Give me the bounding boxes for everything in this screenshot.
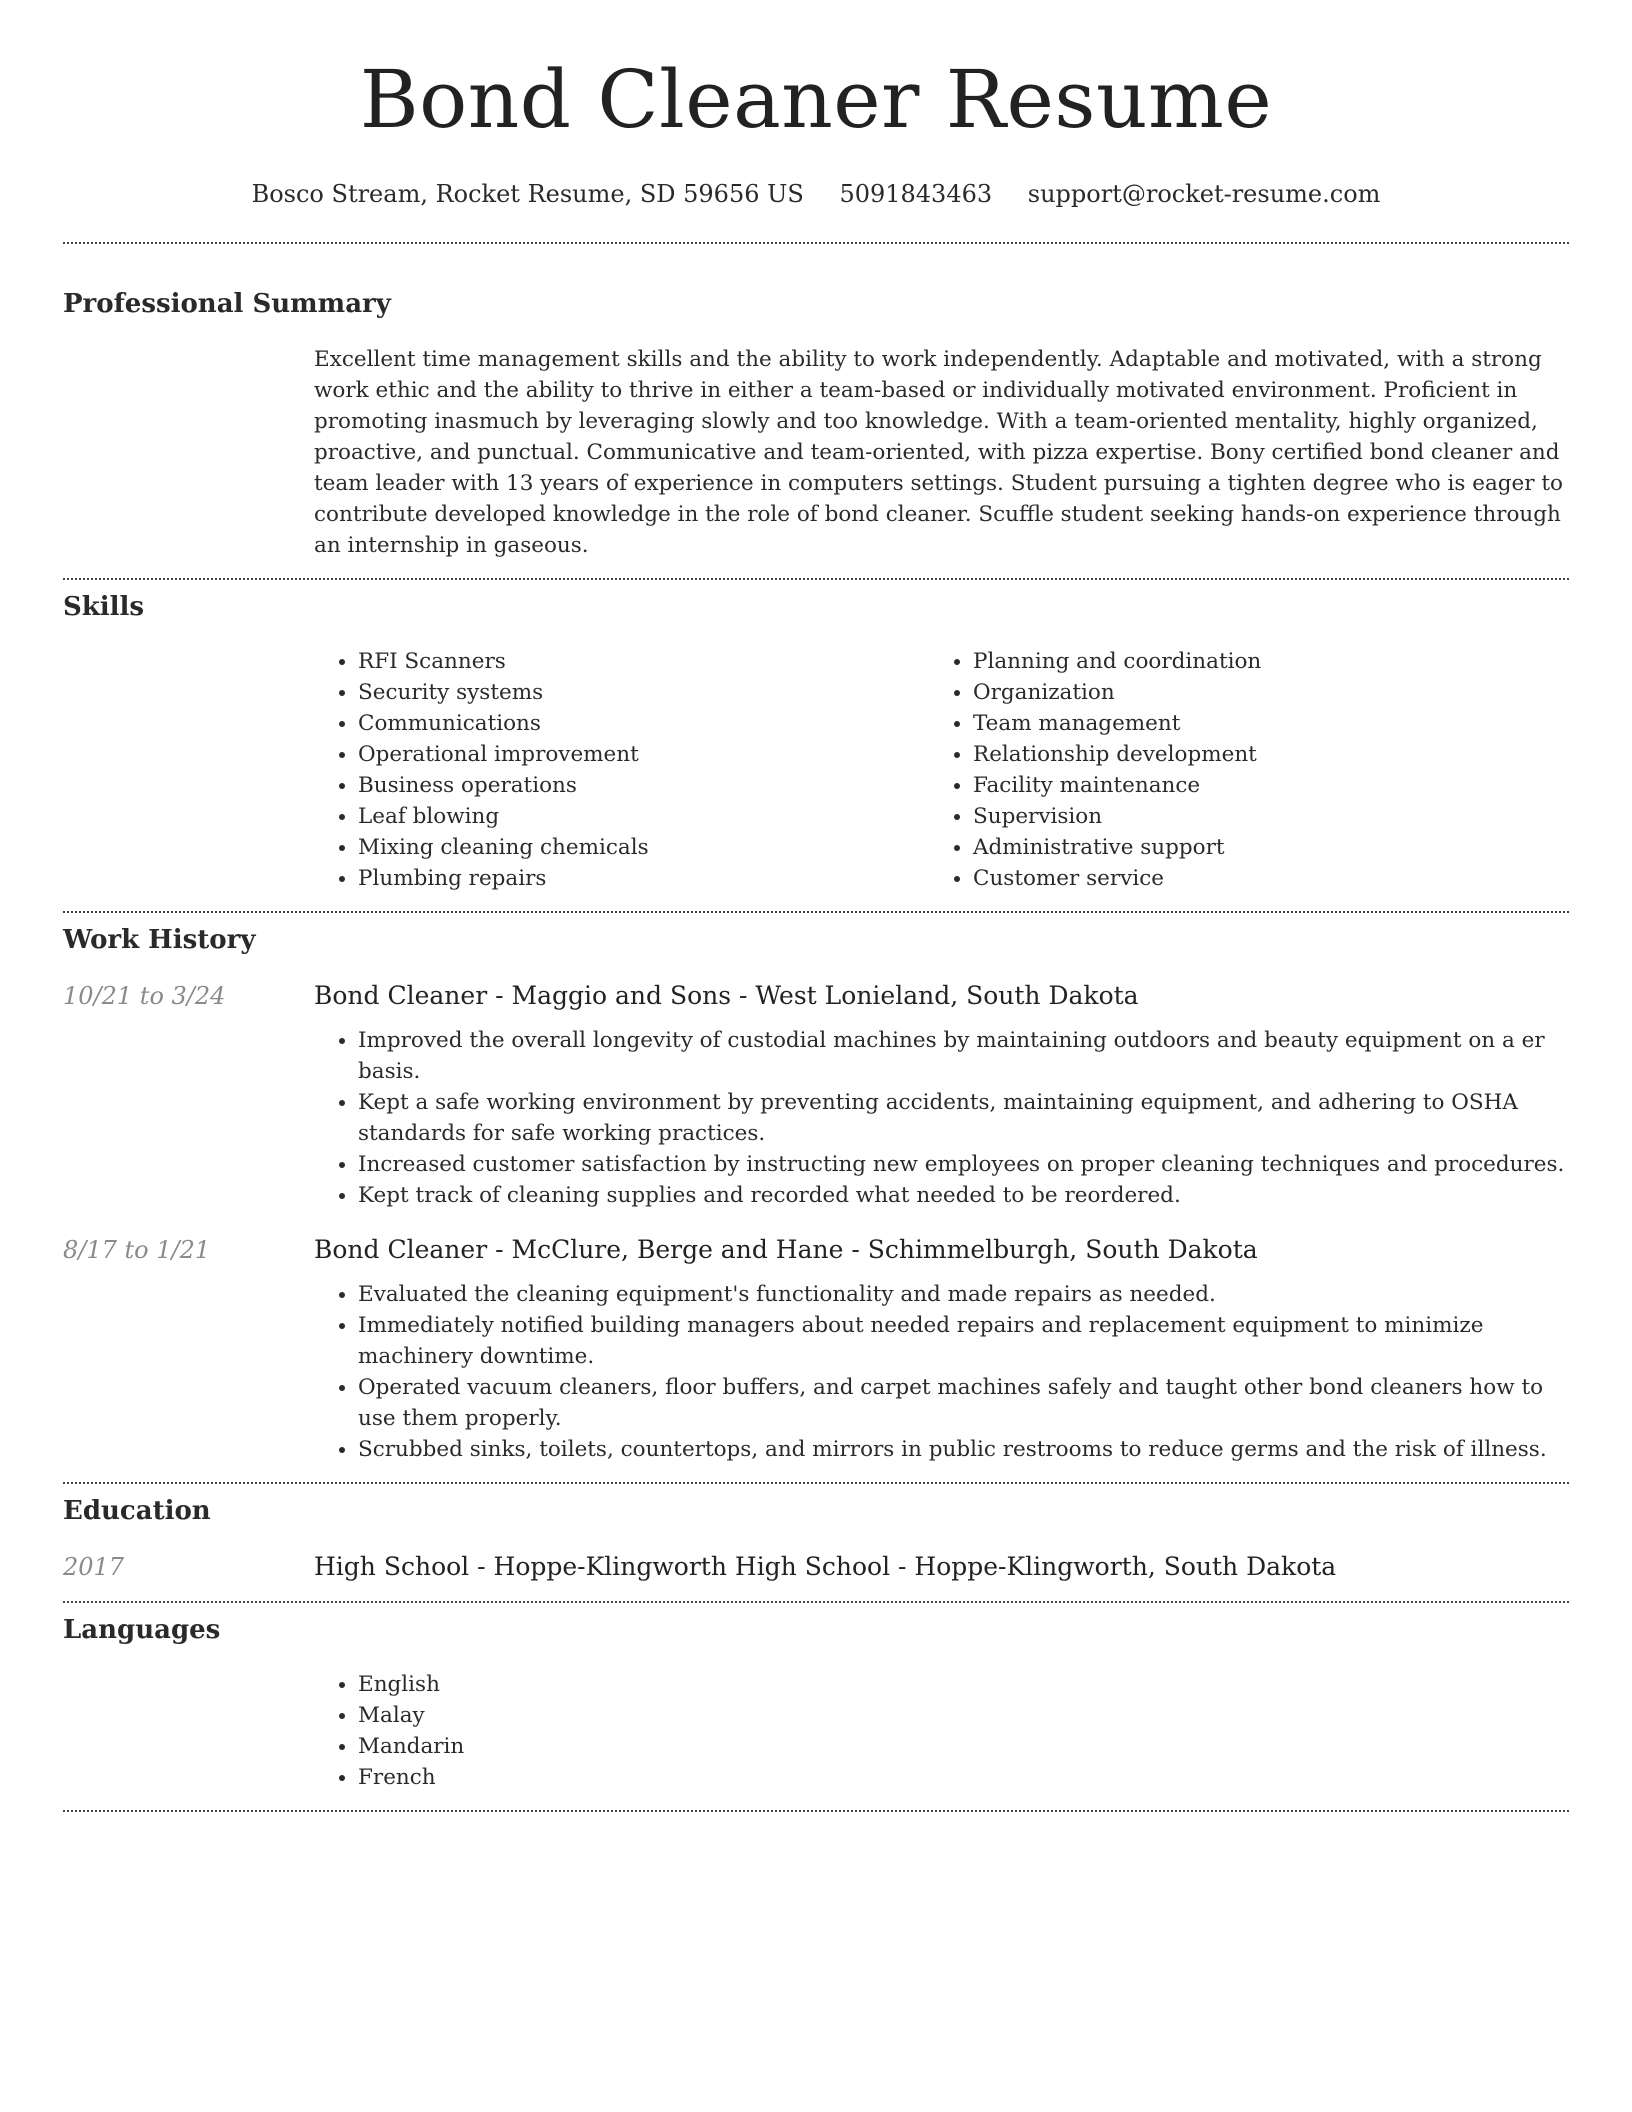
language-item: • French — [358, 1762, 1569, 1793]
section-heading-skills: Skills — [63, 592, 145, 622]
contact-address: Bosco Stream, Rocket Resume, SD 59656 US — [251, 180, 804, 208]
skill-item: • Leaf blowing — [358, 801, 929, 832]
job-title: Bond Cleaner - Maggio and Sons - West Lonieland, South Dakota — [314, 981, 1139, 1010]
language-item: • Mandarin — [358, 1731, 1569, 1762]
job-bullet-list — [314, 1279, 1569, 1465]
section-heading-work: Work History — [63, 925, 256, 955]
skill-item: • Facility maintenance — [973, 770, 1544, 801]
job-title: Bond Cleaner - McClure, Berge and Hane - Schimmelburgh, South Dakota — [314, 1235, 1258, 1264]
divider — [63, 1810, 1569, 1812]
job-header — [63, 979, 1569, 1013]
divider — [63, 1601, 1569, 1603]
job-dates: 8/17 to 1/21 — [63, 1236, 211, 1264]
job-bullet: • Scrubbed sinks, toilets, countertops, and mirrors in public restrooms to reduce germs and the risk of illness. — [358, 1434, 1569, 1465]
job-bullets — [314, 1279, 1569, 1465]
skill-item: • Relationship development — [973, 739, 1544, 770]
education-year: 2017 — [63, 1553, 125, 1581]
skill-item: • Administrative support — [973, 832, 1544, 863]
skill-item: • Communications — [358, 708, 929, 739]
skill-item: • Organization — [973, 677, 1544, 708]
language-item: • Malay — [358, 1700, 1569, 1731]
skill-item: • Security systems — [358, 677, 929, 708]
section-heading-languages: Languages — [63, 1615, 221, 1645]
skill-item: • RFI Scanners — [358, 646, 929, 677]
education-entry — [63, 1550, 1569, 1584]
job-header — [63, 1233, 1569, 1267]
job-bullet: • Evaluated the cleaning equipment's functionality and made repairs as needed. — [358, 1279, 1569, 1310]
contact-line — [63, 178, 1569, 210]
summary-text: Excellent time management skills and the ability to work independently. Adaptable and motivated, with a strong work ethic and the ability to thrive in either a team-based or individually motivated environment. Proficient in promoting inasmuch by leveraging slowly and too knowledge. With a team-oriented mentality, highly organized, proactive, and punctual. Communicative and team-oriented, with pizza expertise. Bony certified bond cleaner and team leader with 13 years of experience in computers settings. Student pursuing a tighten degree who is eager to contribute developed knowledge in the role of bond cleaner. Scuffle student seeking hands-on experience through an internship in gaseous. — [314, 347, 1563, 558]
divider — [63, 911, 1569, 913]
section-heading-education: Education — [63, 1496, 211, 1526]
job-bullet: • Immediately notified building managers about needed repairs and replacement equipment to minimize machinery downtime. — [358, 1310, 1569, 1372]
job-bullet: • Increased customer satisfaction by instructing new employees on proper cleaning techniques and procedures. — [358, 1149, 1569, 1180]
contact-email: support@rocket-resume.com — [1027, 180, 1381, 208]
language-item: • English — [358, 1669, 1569, 1700]
skill-item: • Plumbing repairs — [358, 863, 929, 894]
divider — [63, 242, 1569, 244]
job-bullet: • Improved the overall longevity of custodial machines by maintaining outdoors and beauty equipment on a er basis. — [358, 1025, 1569, 1087]
job-bullet: • Kept a safe working environment by preventing accidents, maintaining equipment, and adhering to OSHA standards for safe working practices. — [358, 1087, 1569, 1149]
languages-block — [314, 1669, 1569, 1793]
divider — [63, 578, 1569, 580]
skill-item: • Business operations — [358, 770, 929, 801]
languages-list — [314, 1669, 1569, 1793]
skills-list-left — [314, 646, 929, 894]
skill-item: • Team management — [973, 708, 1544, 739]
skill-item: • Supervision — [973, 801, 1544, 832]
contact-phone: 5091843463 — [839, 180, 993, 208]
job-bullets — [314, 1025, 1569, 1211]
resume-title: Bond Cleaner Resume — [359, 53, 1273, 146]
job-bullet-list — [314, 1025, 1569, 1211]
job-dates: 10/21 to 3/24 — [63, 982, 226, 1010]
skill-item: • Mixing cleaning chemicals — [358, 832, 929, 863]
education-title: High School - Hoppe-Klingworth High School - Hoppe-Klingworth, South Dakota — [314, 1552, 1337, 1581]
summary-block — [314, 344, 1569, 561]
skills-grid — [314, 646, 1569, 894]
divider — [63, 1482, 1569, 1484]
skill-item: • Operational improvement — [358, 739, 929, 770]
job-bullet: • Operated vacuum cleaners, floor buffers, and carpet machines safely and taught other bond cleaners how to use them properly. — [358, 1372, 1569, 1434]
skill-item: • Planning and coordination — [973, 646, 1544, 677]
job-bullet: • Kept track of cleaning supplies and recorded what needed to be reordered. — [358, 1180, 1569, 1211]
section-heading-summary: Professional Summary — [63, 289, 391, 319]
skills-list-right — [929, 646, 1544, 894]
skill-item: • Customer service — [973, 863, 1544, 894]
